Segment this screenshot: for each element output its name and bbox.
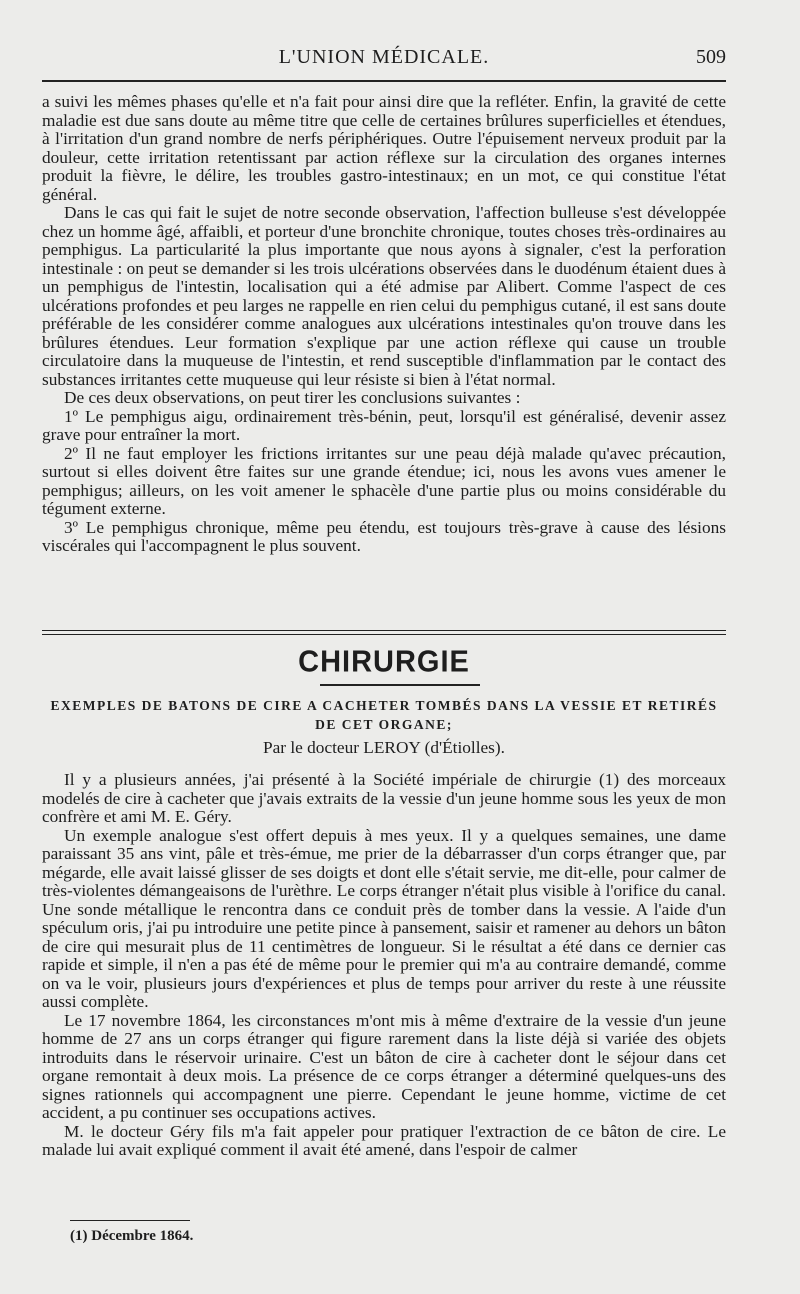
section-divider [42,634,726,635]
footnote: (1) Décembre 1864. [70,1228,194,1244]
article-title: EXEMPLES DE BATONS DE CIRE A CACHETER TOMBÉS DANS LA VESSIE ET RETIRÉS DE CET ORGANE; [50,698,718,732]
journal-title: L'UNION MÉDICALE. [278,46,490,68]
article-text [42,771,726,1160]
paragraph: Un exemple analogue s'est offert depuis à mes yeux. Il y a quelques semaines, une dame paraissant 35 ans vint, pâle et très-émue, me prier de la débarrasser d'un corps étranger que, par mégarde, elle avait laissé glisser de ses doigts et dont elle s'était servie, me dit-elle, pour calmer de très-violentes démangeaisons de l'urèthre. Le corps étranger n'était plus visible à l'orifice du canal. Une sonde métallique le rencontra dans ce conduit près de tomber dans la vessie. A l'aide d'un spéculum oris, j'ai pu introduire une petite pince à pansement, saisir et ramener au dehors un bâton de cire qui mesurait plus de 11 centimètres de longueur. Si le résultat a été dans ce dernier cas rapide et simple, il n'en a pas été de même pour le premier qui m'a au contraire demandé, comme on va le voir, plusieurs jours d'expériences et plus de temps pour arriver du reste à une réussite aussi complète. [42,825,726,1011]
byline: Par le docteur LEROY (d'Étiolles). [263,738,505,757]
paragraph: Il y a plusieurs années, j'ai présenté à la Société impériale de chirurgie (1) des morceaux modelés de cire à cacheter que j'avais extraits de la vessie d'un jeune homme sous les yeux de mon confrère et ami M. E. Géry. [42,770,726,826]
paragraph: De ces deux observations, on peut tirer les conclusions suivantes : [64,388,521,407]
page-number: 509 [696,46,726,68]
intro-text [42,93,726,556]
section-title: CHIRURGIE [298,645,470,679]
footnote-rule [70,1220,190,1221]
paragraph: M. le docteur Géry fils m'a fait appeler pour pratiquer l'extraction de ce bâton de cire. Le malade lui avait expliqué comment il avait été amené, dans l'espoir de calmer [42,1121,726,1159]
header-rule [42,80,726,82]
paragraph: Dans le cas qui fait le sujet de notre seconde observation, l'affection bulleuse s'est développée chez un homme âgé, affaibli, et porteur d'une bronchite chronique, toutes choses très-ordinaires au pemphigus. La particularité la plus importante que nous ayons à signaler, c'est la perforation intestinale : on peut se demander si les trois ulcérations observées dans le duodénum étaient dues à un pemphigus de l'intestin, localisation qui a été admise par Alibert. Comme l'aspect de ces ulcérations profondes et peu larges ne rappelle en rien celui du pemphigus cutané, il est sans doute préférable de les considérer comme analogues aux ulcérations intestinales qu'on trouve dans les brûlures étendues. Leur formation s'explique par une action réflexe qui cause un trouble circulatoire dans la muqueuse de l'intestin, et rend susceptible d'inflammation par le contact des substances irritantes cette muqueuse qui leur résiste si bien à l'état normal. [42,203,726,389]
paragraph: Le 17 novembre 1864, les circonstances m'ont mis à même d'extraire de la vessie d'un jeune homme de 27 ans un corps étranger qui figure rarement dans la liste déjà si variée des objets introduits dans le réservoir urinaire. C'est un bâton de cire à cacheter dont le séjour dans cet organe remontait à deux mois. La présence de ce corps étranger a déterminé quelques-uns des signes rationnels qui accompagnent une pierre. Cependant le jeune homme, victime de cet accident, a pu continuer ses occupations actives. [42,1010,726,1122]
conclusion-item: 2º Il ne faut employer les frictions irritantes sur une peau déjà malade qu'avec précaution, surtout si elles doivent être faites sur une grande étendue; ici, nous les avons vues amener le pemphigus; ailleurs, on les voit amener le sphacèle d'une partie plus ou moins considérable du tégument externe. [42,443,726,518]
section-divider [42,630,726,631]
title-underline [320,684,480,686]
conclusion-item: 3º Le pemphigus chronique, même peu étendu, est toujours très-grave à cause des lésions viscérales qui l'accompagnent le plus souvent. [42,517,726,555]
running-header [42,46,726,76]
paragraph: a suivi les mêmes phases qu'elle et n'a fait pour ainsi dire que la refléter. Enfin, la gravité de cette maladie est due sans doute au même titre que celle de certaines brûlures superficielles et étendues, à l'irritation d'un grand nombre de nerfs périphériques. Outre l'épuisement nerveux produit par la douleur, cette irritation retentissant par action réflexe sur la circulation des organes internes produit la fièvre, le délire, les troubles gastro-intestinaux; en un mot, ce qui constitue l'état général. [42,92,726,204]
conclusion-item: 1º Le pemphigus aigu, ordinairement très-bénin, peut, lorsqu'il est généralisé, devenir assez grave pour entraîner la mort. [42,406,726,444]
